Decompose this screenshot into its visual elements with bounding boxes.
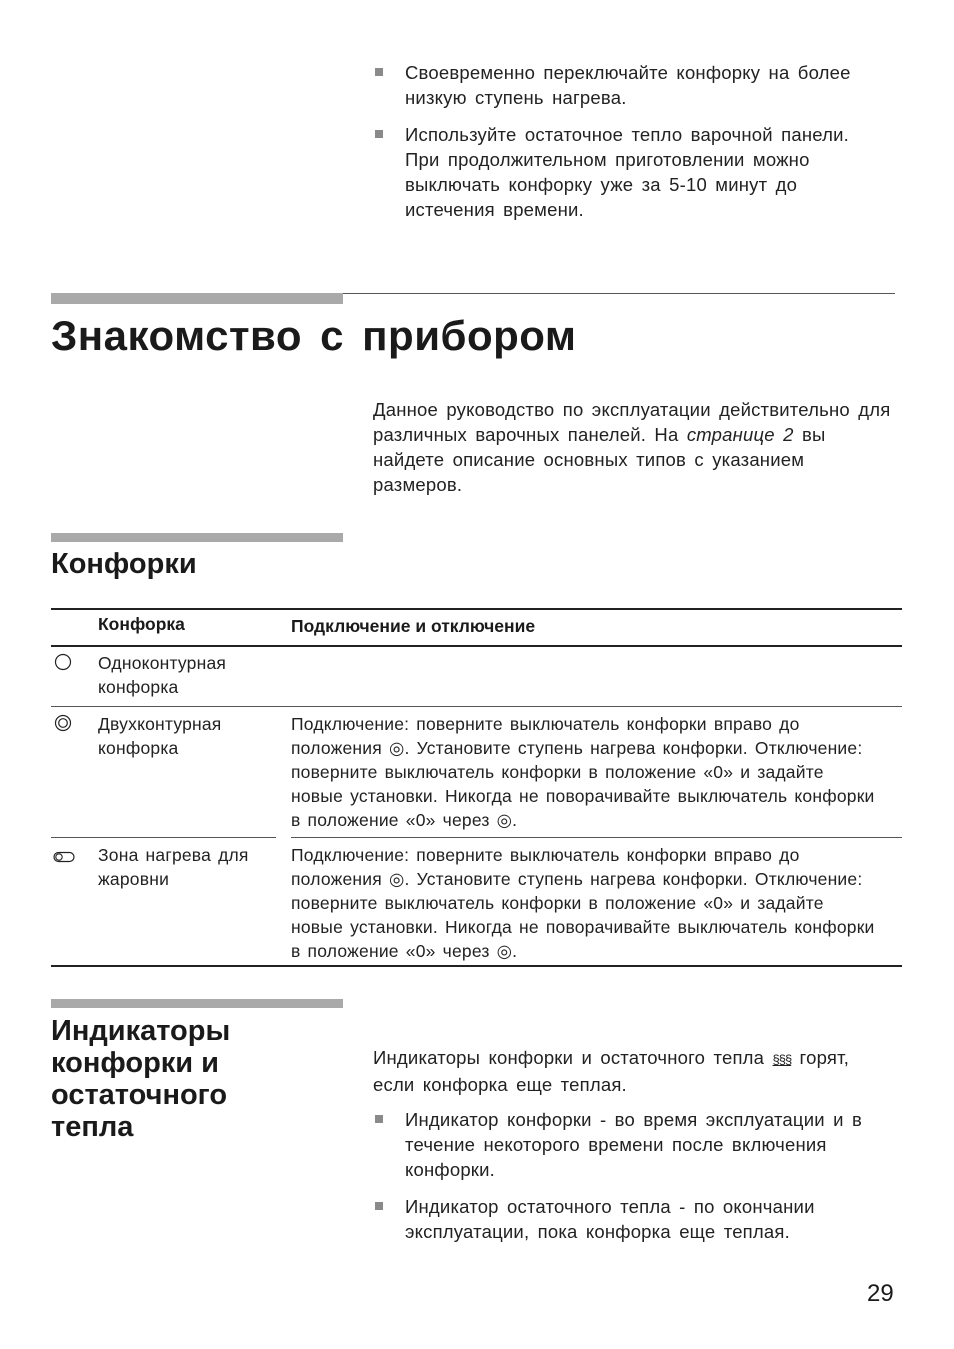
indicators-intro: Индикаторы конфорки и остаточного тепла §§§ горят, если конфорка еще теплая. [373, 1047, 850, 1095]
section-intro: Данное руководство по эксплуатации действительно для различных варочных панелей. На странице 2 вы найдете описание основных типов с указанием размеров. [373, 399, 891, 495]
burner-desc-oval: Подключение: поверните выключатель конфорки вправо до положения ◎. Установите ступень нагрева конфорки. Отключение: поверните выключатель конфорки в положение «0» и задайте новые установки. Никогда не поворачивайте выключатель конфорки в положение «0» через ◎. [291, 845, 875, 961]
section-rule [343, 293, 895, 294]
bullet-square-icon [375, 1202, 383, 1210]
burners-heading: Конфорки [51, 548, 197, 580]
top-bullet-list [373, 60, 873, 234]
double-circle-icon [54, 714, 72, 732]
burners-bar [51, 533, 343, 542]
list-item: Используйте остаточное тепло варочной панели. При продолжительном приготовлении можно выключать конфорку уже за 5-10 минут до истечения времени. [373, 122, 873, 222]
indicators-bar [51, 999, 343, 1008]
col-header-burner: Конфорка [98, 614, 185, 634]
list-item: Индикатор остаточного тепла - по окончании эксплуатации, пока конфорка еще теплая. [373, 1194, 893, 1244]
bullet-square-icon [375, 68, 383, 76]
burner-desc-double: Подключение: поверните выключатель конфорки вправо до положения ◎. Установите ступень нагрева конфорки. Отключение: поверните выключатель конфорки в положение «0» и задайте новые установки. Никогда не поворачивайте выключатель конфорки в положение «0» через ◎. [291, 714, 875, 830]
section-bar [51, 293, 343, 304]
col-header-onoff: Подключение и отключение [291, 616, 536, 636]
indicators-heading: Индикаторы конфорки и остаточного тепла [51, 1015, 231, 1143]
table-top-rule [51, 608, 902, 610]
burner-name-single: Одноконтурная конфорка [98, 653, 227, 697]
page-link[interactable]: странице 2 [686, 424, 794, 445]
table-header-rule [51, 645, 902, 647]
table-bottom-rule [51, 965, 902, 967]
residual-heat-icon: §§§ [772, 1052, 792, 1067]
row-divider [51, 837, 276, 838]
list-item: Своевременно переключайте конфорку на более низкую ступень нагрева. [373, 60, 873, 110]
single-circle-icon [54, 653, 72, 671]
bullet-square-icon [375, 130, 383, 138]
indicators-bullet-list [373, 1107, 893, 1256]
list-item: Индикатор конфорки - во время эксплуатации и в течение некоторого времени после включения конфорки. [373, 1107, 893, 1182]
burner-name-oval: Зона нагрева для жаровни [98, 845, 249, 889]
burner-name-double: Двухконтурная конфорка [98, 714, 222, 758]
row-divider [291, 837, 902, 838]
page-number: 29 [867, 1280, 894, 1307]
row-divider [51, 706, 902, 707]
page-title: Знакомство с прибором [51, 312, 577, 359]
oval-zone-icon [53, 851, 75, 863]
bullet-square-icon [375, 1115, 383, 1123]
